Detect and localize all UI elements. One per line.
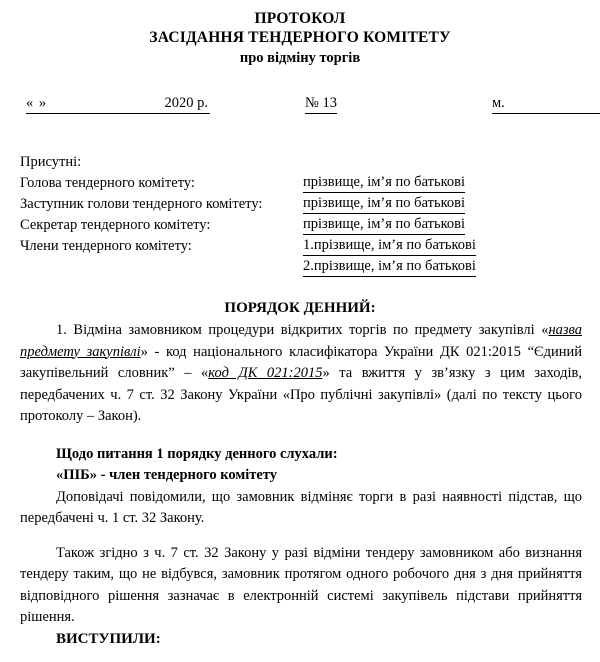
cpv-code-placeholder[interactable]: код ДК 021:2015 [208,365,323,381]
document-title-line-1: ПРОТОКОЛ [254,10,346,27]
question-heading: Щодо питання 1 порядку денного слухали: [56,445,338,462]
document-title-block [18,0,582,68]
participant-row [18,173,582,194]
participants-section [18,152,582,278]
agenda-item-1-part-3: » та вжиття у зв’язку з цим заходів, передбачених ч. 7 ст. 32 Закону України «Про публічні закупівлі» (далі по тексту цього протоколу – Закон). [20,365,582,424]
participant-row [18,236,582,257]
agenda-item-1 [18,320,582,428]
date-year: 2020 р. [164,95,208,111]
question-speaker: «ПІБ» - член тендерного комітету [56,467,278,483]
participant-name-field[interactable]: 2.прізвище, ім’я по батькові [303,257,476,277]
date-field[interactable] [26,94,210,114]
participant-role-label: Заступник голови тендерного комітету: [20,196,263,212]
participant-row [18,215,582,236]
question-paragraph-1: Доповідачі повідомили, що замовник відміняє торги в разі наявності підстав, що передбачені ч. 1 ст. 32 Закону. [20,488,582,526]
speakers-heading: ВИСТУПИЛИ: [56,630,161,647]
question-section [18,444,582,530]
participant-name-field[interactable]: прізвище, ім’я по батькові [303,215,465,235]
participants-heading-line [18,152,582,173]
participant-row [18,194,582,215]
question-paragraph-2: Також згідно з ч. 7 ст. 32 Закону у разі відміни тендеру замовником або визнання тендеру таким, що не відбувся, замовник протягом одного робочого дня з дня прийняття відповідного рішення зазначає в електронній системі закупівель підстави прийняття рішення. [20,544,582,625]
participant-name-field[interactable]: прізвище, ім’я по батькові [303,194,465,214]
participants-heading: Присутні: [20,154,82,170]
place-field[interactable]: м. [492,94,600,114]
document-meta-row [18,94,582,118]
participant-role-label: Голова тендерного комітету: [20,175,195,191]
participant-name-field[interactable]: 1.прізвище, ім’я по батькові [303,236,476,256]
procurement-subject-placeholder[interactable]: назва предмету закупівлі [20,322,582,360]
agenda-item-1-part-1: 1. Відміна замовником процедури відкритих торгів по предмету закупівлі « [56,322,549,338]
participant-role-label: Члени тендерного комітету: [20,238,192,254]
participant-role-label: Секретар тендерного комітету: [20,217,211,233]
participant-name-field[interactable]: прізвище, ім’я по батькові [303,173,465,193]
protocol-number[interactable]: № 13 [305,94,337,114]
document-title-line-2: ЗАСІДАННЯ ТЕНДЕРНОГО КОМІТЕТУ [149,29,451,46]
participant-row [18,257,582,278]
agenda-heading: ПОРЯДОК ДЕННИЙ: [224,300,376,316]
agenda-item-1-part-2: » - код національного класифікатора України ДК 021:2015 “Єдиний закупівельний словник” – « [20,343,582,381]
date-quotes: « » [26,95,48,111]
document-subtitle: про відміну торгів [239,50,361,66]
